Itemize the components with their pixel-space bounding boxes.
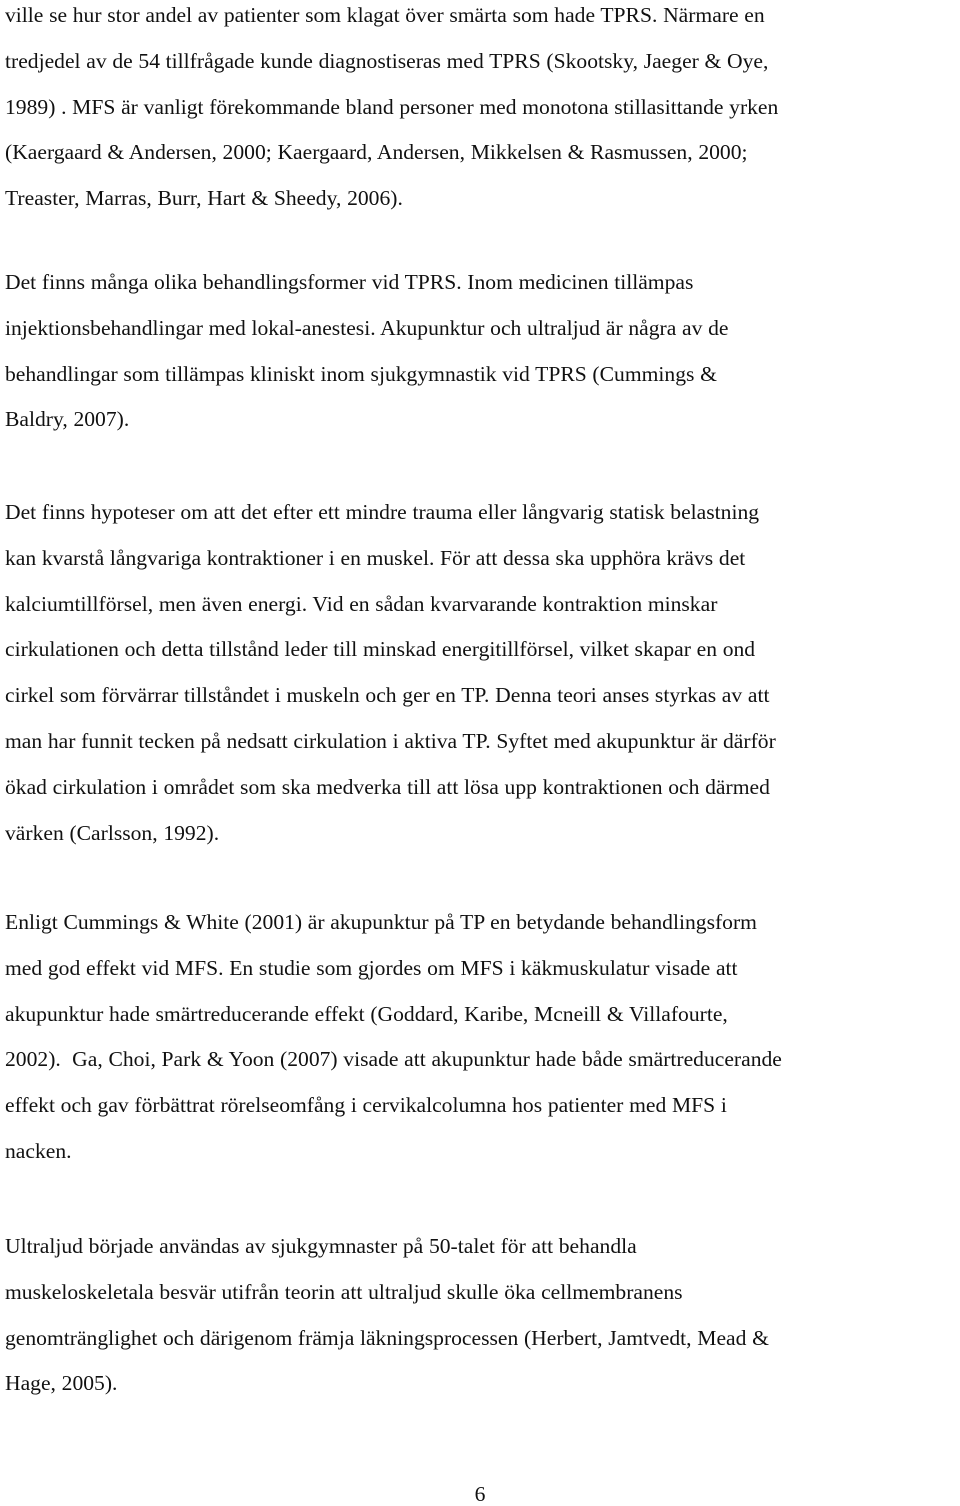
text-line: nacken. [5,1138,72,1163]
text-line: kan kvarstå långvariga kontraktioner i en muskel. För att dessa ska upphöra krävs det [5,545,746,570]
text-line: muskeloskeletala besvär utifrån teorin att ultraljud skulle öka cellmembranens [5,1279,683,1304]
paragraph-tprs-prevalence [5,0,955,222]
text-line: akupunktur hade smärtreducerande effekt (Goddard, Karibe, Mcneill & Villafourte, [5,1001,728,1026]
text-line: kalciumtillförsel, men även energi. Vid en sådan kvarvarande kontraktion minskar [5,591,718,616]
page-number: 6 [474,1482,486,1506]
paragraph-acupuncture-evidence [5,900,955,1175]
text-line: Treaster, Marras, Burr, Hart & Sheedy, 2006). [5,186,403,211]
text-line: (Kaergaard & Andersen, 2000; Kaergaard, Andersen, Mikkelsen & Rasmussen, 2000; [5,140,748,165]
text-line: man har funnit tecken på nedsatt cirkulation i aktiva TP. Syftet med akupunktur är därför [5,728,776,753]
text-line: effekt och gav förbättrat rörelseomfång i cervikalcolumna hos patienter med MFS i [5,1093,727,1118]
text-line: tredjedel av de 54 tillfrågade kunde diagnostiseras med TPRS (Skootsky, Jaeger & Oye, [5,48,769,73]
text-line: Det finns hypoteser om att det efter ett mindre trauma eller långvarig statisk belastning [5,500,760,524]
text-line: cirkel som förvärrar tillståndet i muskeln och ger en TP. Denna teori anses styrkas av att [5,683,770,708]
text-line: ökad cirkulation i området som ska medverka till att lösa upp kontraktionen och därmed [5,774,770,799]
paragraph-ultrasound [5,1224,955,1407]
text-line: ville se hur stor andel av patienter som klagat över smärta som hade TPRS. Närmare en [5,3,765,27]
text-line: 1989) . MFS är vanligt förekommande bland personer med monotona stillasittande yrken [5,94,779,119]
text-line: Hage, 2005). [5,1371,118,1396]
text-line: Det finns många olika behandlingsformer vid TPRS. Inom medicinen tillämpas [5,270,694,294]
text-line: injektionsbehandlingar med lokal-anestesi. Akupunktur och ultraljud är några av de [5,315,729,340]
paragraph-treatment-forms [5,260,955,443]
text-line: Enligt Cummings & White (2001) är akupunktur på TP en betydande behandlingsform [5,910,757,934]
text-line: Ultraljud började användas av sjukgymnaster på 50-talet för att behandla [5,1234,637,1258]
text-line: 2002). Ga, Choi, Park & Yoon (2007) visade att akupunktur hade både smärtreducerande [5,1047,782,1072]
paragraph-contraction-hypothesis [5,490,955,856]
text-line: Baldry, 2007). [5,407,130,432]
text-line: genomtränglighet och därigenom främja läkningsprocessen (Herbert, Jamtvedt, Mead & [5,1325,769,1350]
text-line: med god effekt vid MFS. En studie som gjordes om MFS i käkmuskulatur visade att [5,955,738,980]
text-line: värken (Carlsson, 1992). [5,820,220,845]
text-line: behandlingar som tillämpas kliniskt inom sjukgymnastik vid TPRS (Cummings & [5,361,717,386]
text-line: cirkulationen och detta tillstånd leder till minskad energitillförsel, vilket skapar en ond [5,637,756,662]
